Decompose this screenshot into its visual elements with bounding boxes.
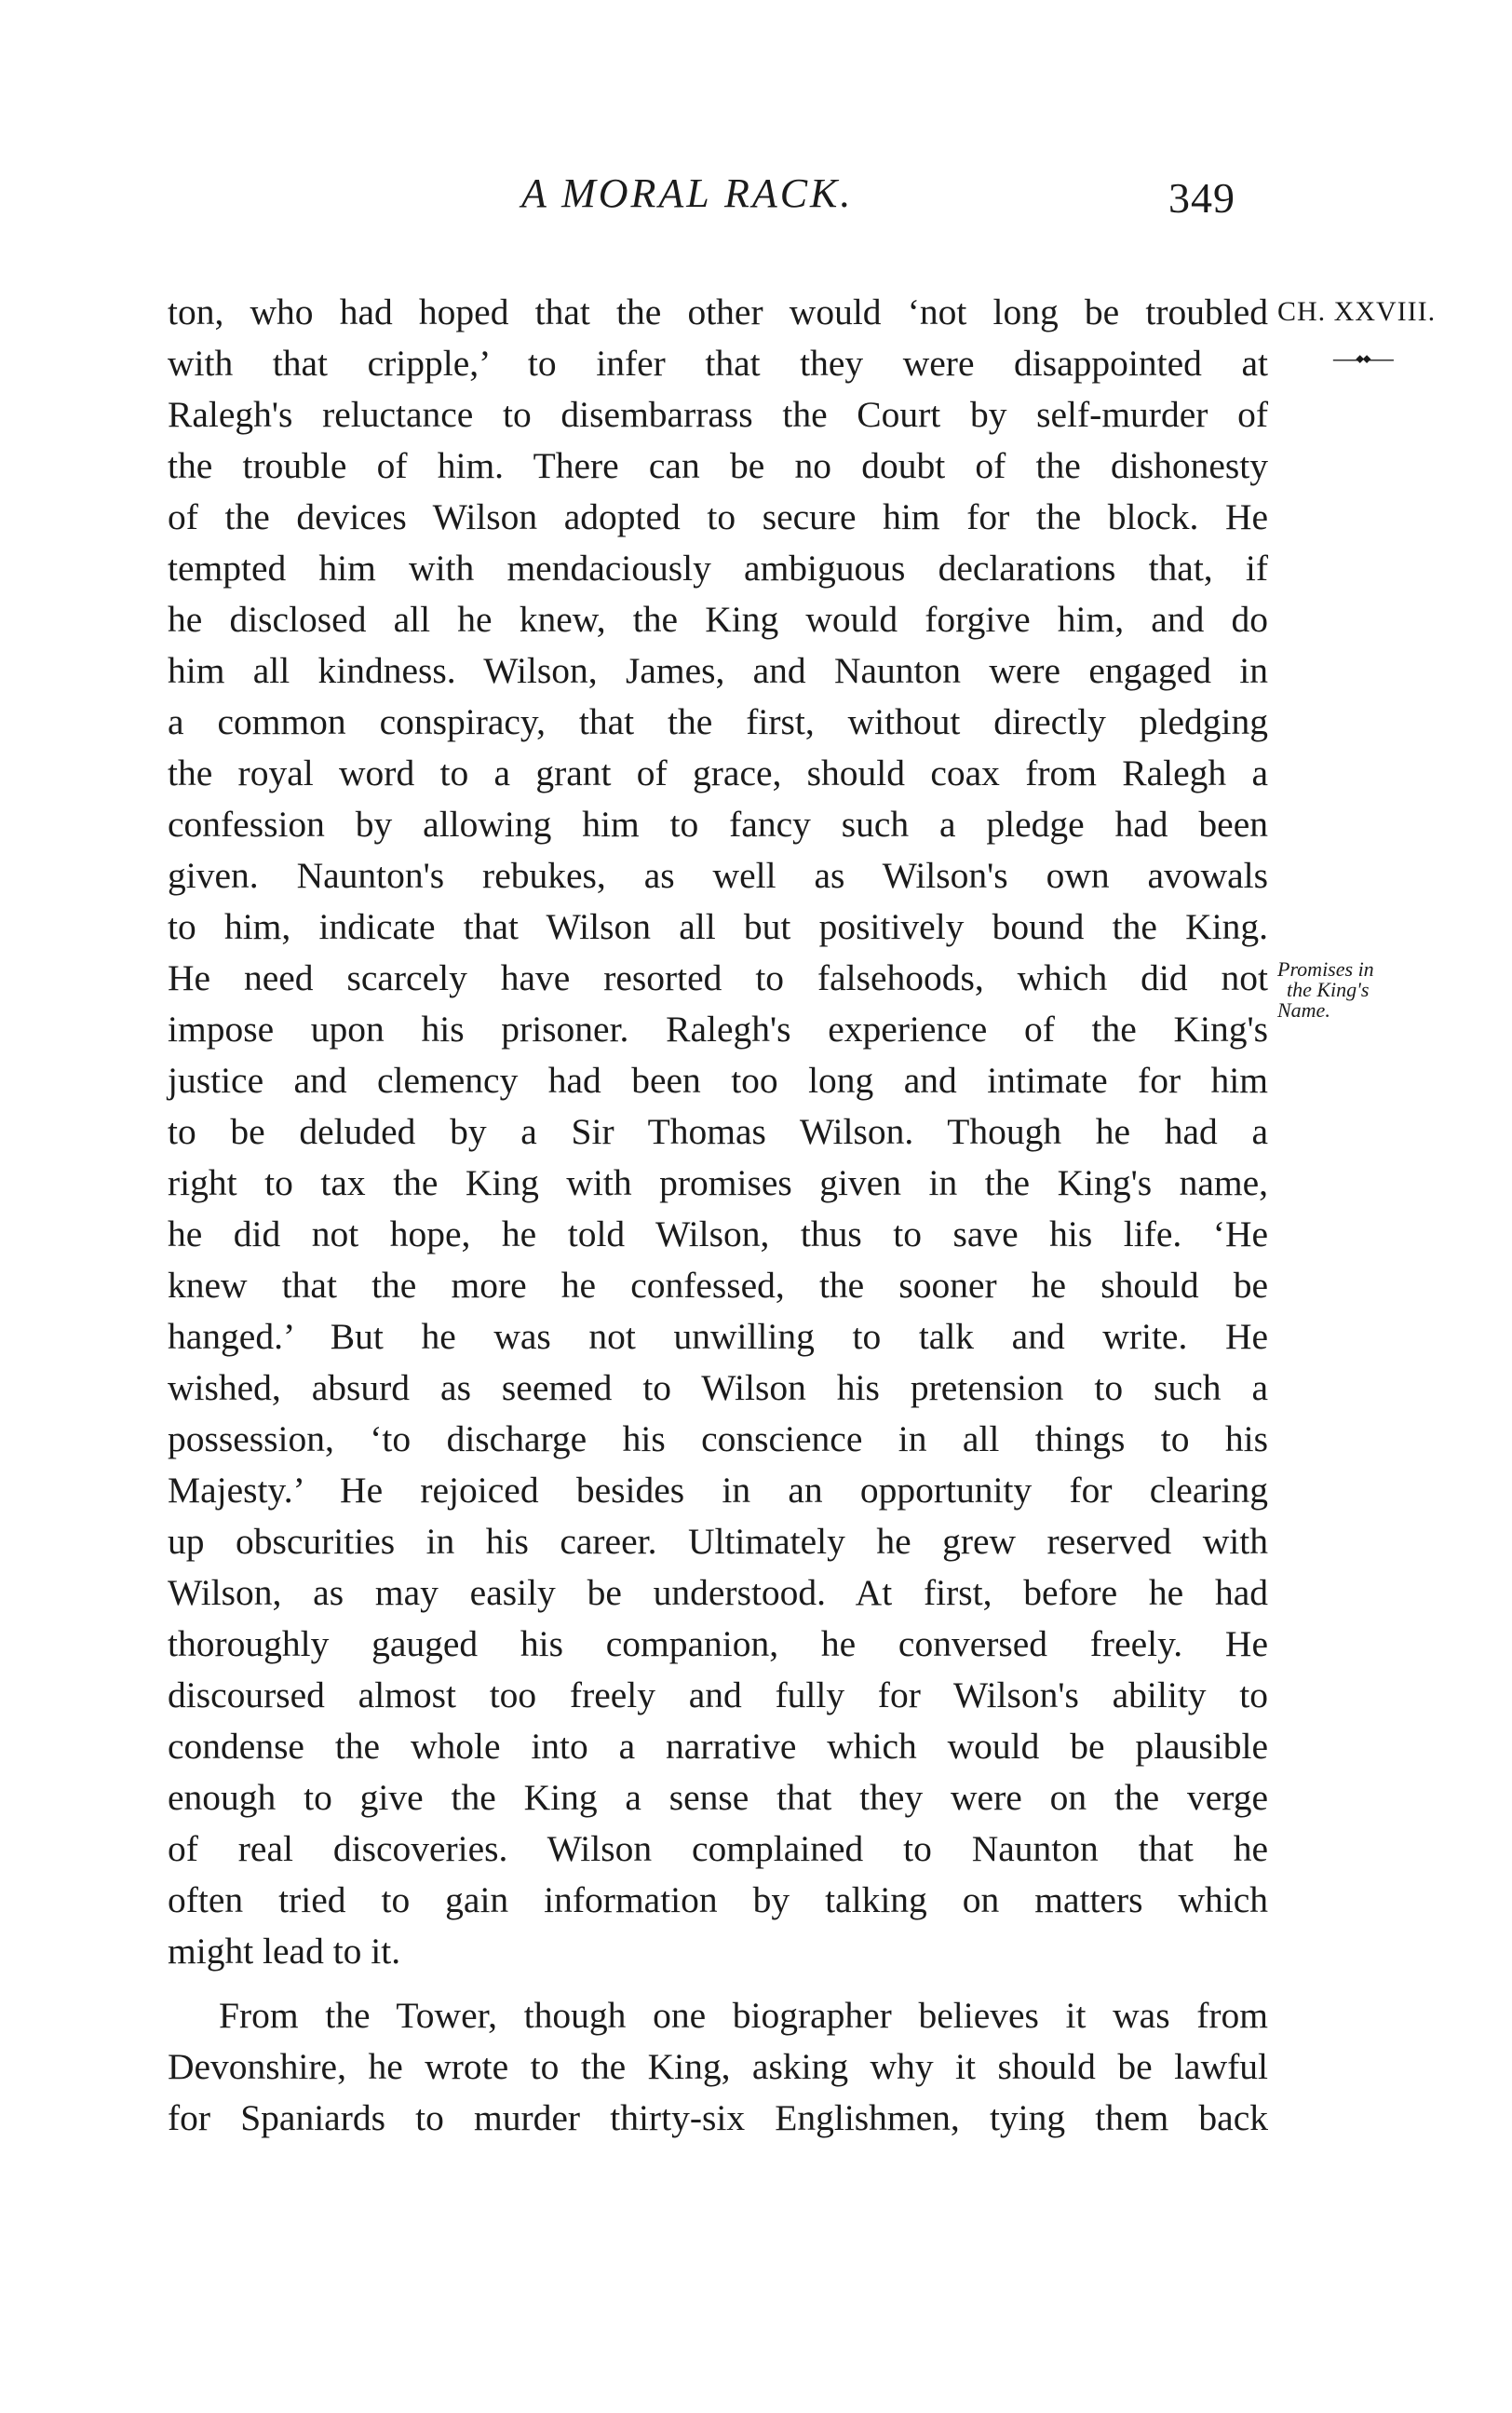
text-line: of real discoveries. Wilson complained to Naunton that he (168, 1828, 1268, 1869)
text-line: to him, indicate that Wilson all but positively bound the King. (168, 906, 1268, 947)
text-line: discoursed almost too freely and fully for Wilson's ability to (168, 1674, 1268, 1715)
text-line: knew that the more he confessed, the sooner he should be (168, 1265, 1268, 1306)
text-line: thoroughly gauged his companion, he conversed freely. He (168, 1623, 1268, 1664)
sidenote-line: the King's (1287, 978, 1370, 1001)
text-line: he disclosed all he knew, the King would forgive him, and do (168, 599, 1268, 640)
text-line: He need scarcely have resorted to falsehoods, which did not (168, 957, 1268, 998)
text-line: he did not hope, he told Wilson, thus to save his life. ‘He (168, 1213, 1268, 1254)
page-number: 349 (1168, 174, 1235, 222)
text-line: him all kindness. Wilson, James, and Naunton were engaged in (168, 650, 1268, 691)
paragraph-2 (168, 1990, 1268, 2144)
text-line: given. Naunton's rebukes, as well as Wilson's own avowals (168, 855, 1268, 896)
text-line: the royal word to a grant of grace, should coax from Ralegh a (168, 752, 1268, 793)
text-line: enough to give the King a sense that they were on the verge (168, 1777, 1268, 1818)
text-line: to be deluded by a Sir Thomas Wilson. Though he had a (168, 1111, 1268, 1152)
chapter-ornament: —⬩⬩— (1333, 345, 1392, 372)
text-line: impose upon his prisoner. Ralegh's experience of the King's (168, 1009, 1268, 1050)
text-line: possession, ‘to discharge his conscience in all things to his (168, 1418, 1268, 1459)
text-line: confession by allowing him to fancy such a pledge had been (168, 804, 1268, 845)
text-line: the trouble of him. There can be no doubt of the dishonesty (168, 445, 1268, 486)
paragraph-gap (168, 1977, 1268, 1990)
text-line: justice and clemency had been too long and intimate for him (168, 1060, 1268, 1101)
text-line: wished, absurd as seemed to Wilson his pretension to such a (168, 1367, 1268, 1408)
margin-sidenote (1277, 959, 1464, 1021)
text-line: ton, who had hoped that the other would ‘not long be troubled (168, 291, 1268, 332)
text-line: Wilson, as may easily be understood. At first, before he had (168, 1572, 1268, 1613)
text-line: often tried to gain information by talking on matters which (168, 1879, 1268, 1920)
text-line: a common conspiracy, that the first, without directly pledging (168, 701, 1268, 742)
text-line: might lead to it. (168, 1931, 401, 1972)
sidenote-line: Promises in (1277, 957, 1374, 981)
running-title: A MORAL RACK. (521, 170, 854, 216)
sidenote-line: Name. (1277, 998, 1330, 1022)
text-line: hanged.’ But he was not unwilling to talk and write. He (168, 1316, 1268, 1357)
text-line: From the Tower, though one biographer believes it was from (219, 1995, 1268, 2036)
chapter-marker: CH. XXVIII. (1277, 296, 1437, 327)
text-line: up obscurities in his career. Ultimately he grew reserved with (168, 1521, 1268, 1562)
text-line: condense the whole into a narrative which would be plausible (168, 1726, 1268, 1767)
text-line: with that cripple,’ to infer that they were disappointed at (168, 343, 1268, 384)
body-text (168, 287, 1268, 2144)
paragraph-1 (168, 287, 1268, 1977)
text-line: of the devices Wilson adopted to secure him for the block. He (168, 496, 1268, 537)
text-line: Majesty.’ He rejoiced besides in an opportunity for clearing (168, 1470, 1268, 1511)
text-line: Ralegh's reluctance to disembarrass the Court by self-murder of (168, 394, 1268, 435)
text-line: right to tax the King with promises given in the King's name, (168, 1162, 1268, 1203)
text-line: Devonshire, he wrote to the King, asking why it should be lawful (168, 2046, 1268, 2087)
text-line: for Spaniards to murder thirty-six Englishmen, tying them back (168, 2097, 1268, 2138)
text-line: tempted him with mendaciously ambiguous declarations that, if (168, 548, 1268, 589)
